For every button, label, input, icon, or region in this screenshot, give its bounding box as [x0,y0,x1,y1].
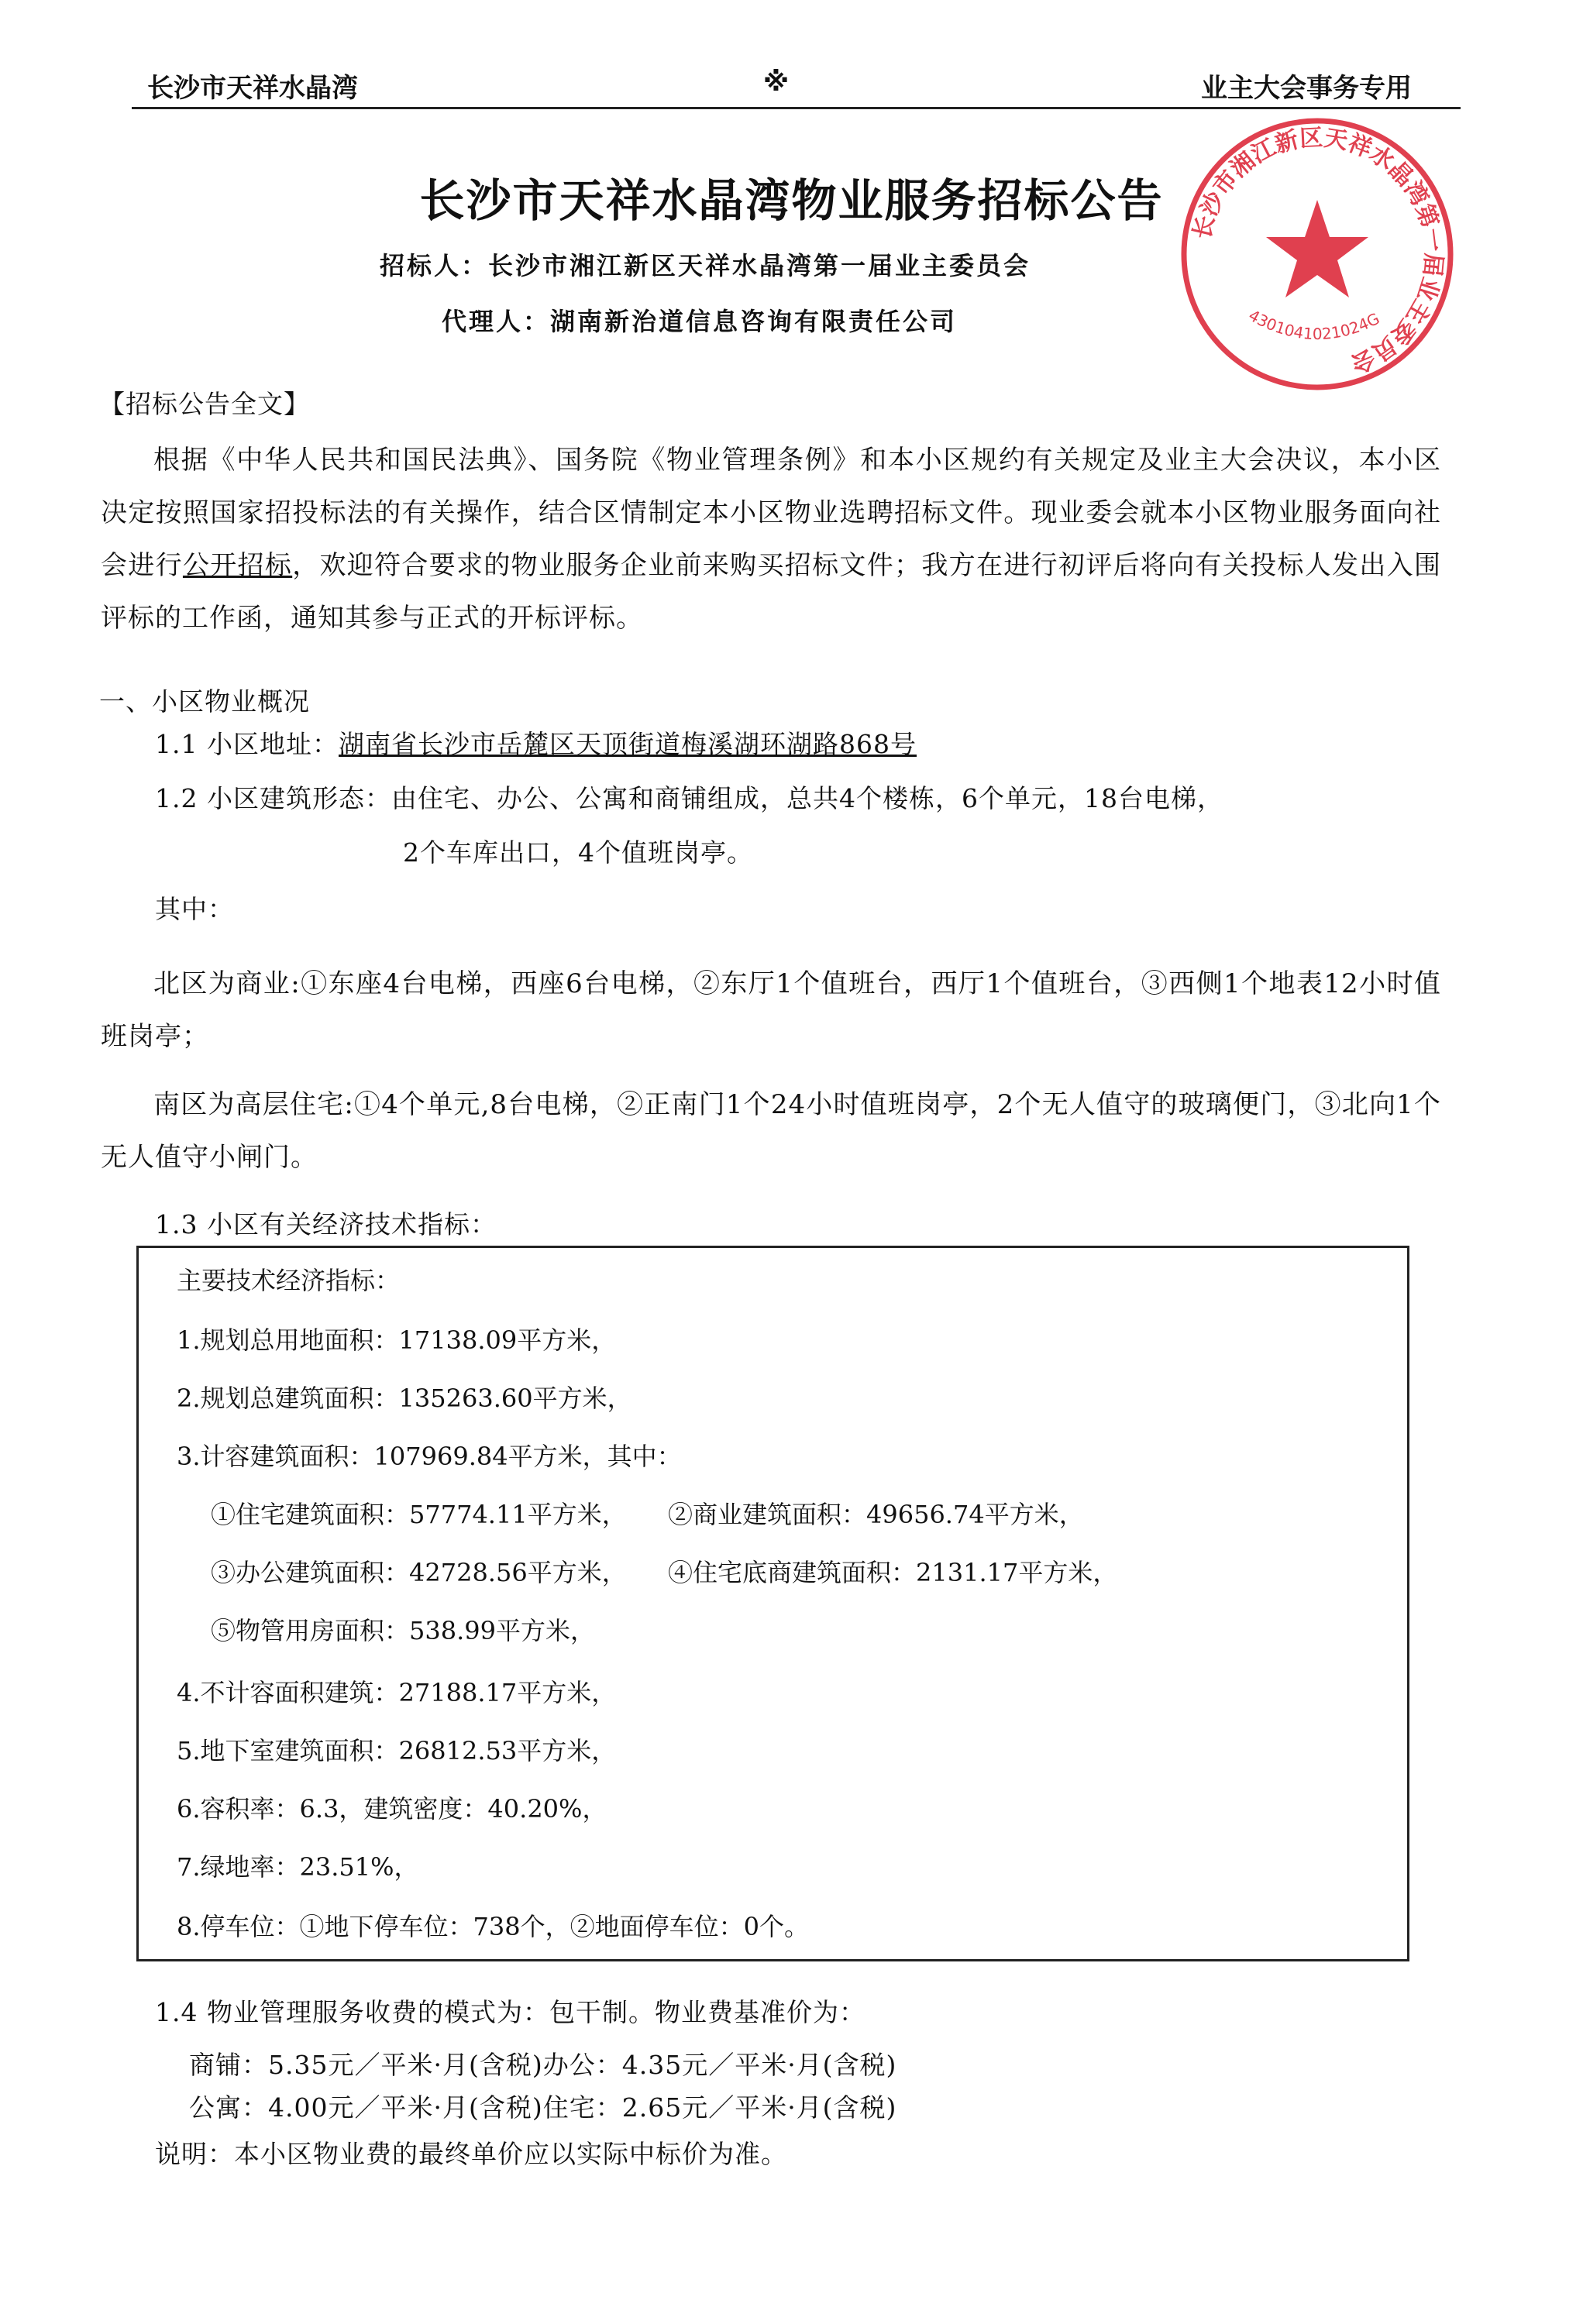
header-left-text: 长沙市天祥水晶湾 [147,73,358,104]
building-line-2: 2个车库出口，4个值班岗亭。 [403,837,753,868]
address-line [155,724,917,761]
fee-line-2: 公寓：4.00元／平米·月(含税)住宅：2.65元／平米·月(含税) [189,2092,897,2123]
header-right-text: 业主大会事务专用 [1201,73,1412,104]
indicator-8: 8.停车位：①地下停车位：738个，②地面停车位：0个。 [177,1912,809,1941]
seal-ring-text: 长沙市湘江新区天祥水晶湾第一届业主委员会 [1189,124,1447,378]
page-title: 长沙市天祥水晶湾物业服务招标公告 [419,174,1164,227]
full-text-heading: 【招标公告全文】 [99,389,310,419]
official-seal-stamp [1178,115,1457,394]
seal-code-text: 4301041021024G [1245,305,1383,344]
indicator-3-sub-4: ④住宅底商建筑面积：2131.17平方米， [668,1558,1118,1587]
box-title: 主要技术经济指标： [177,1266,401,1295]
fee-heading: 1.4 物业管理服务收费的模式为：包干制。物业费基准价为： [155,1997,865,2027]
fee-note: 说明：本小区物业费的最终单价应以实际中标价为准。 [155,2139,787,2169]
fee-line-1: 商铺：5.35元／平米·月(含税)办公：4.35元／平米·月(含税) [189,2050,897,2080]
intro-text-after: ，欢迎符合要求的物业服务企业前来购买招标文件；我方在进行初评后将向有关投标人发出入围评标的工作函，通知其参与正式的开标评标。 [101,550,1441,634]
among-label: 其中： [155,894,234,924]
header-center-mark: ※ [763,67,790,98]
north-zone-paragraph: 北区为商业:①东座4台电梯，西座6台电梯，②东厅1个值班台，西厅1个值班台，③西侧1个地表12小时值班岗亭； [101,968,1441,1052]
address-label: 1.1 小区地址： [155,729,339,759]
address-value: 湖南省长沙市岳麓区天顶街道梅溪湖环湖路868号 [338,729,917,759]
tenderer-line: 招标人：长沙市湘江新区天祥水晶湾第一届业主委员会 [380,251,1031,280]
agent-line: 代理人：湖南新治道信息咨询有限责任公司 [442,307,958,336]
indicator-3-sub-2: ②商业建筑面积：49656.74平方米， [668,1500,1084,1529]
indicator-6: 6.容积率：6.3，建筑密度：40.20%， [177,1794,607,1824]
south-zone-paragraph: 南区为高层住宅:①4个单元,8台电梯，②正南门1个24小时值班岗亭，2个无人值守的玻璃便门，③北向1个无人值守小闸门。 [101,1089,1441,1173]
section1-heading: 一、小区物业概况 [99,686,310,717]
indicators-heading: 1.3 小区有关经济技术指标： [155,1209,497,1239]
indicator-5: 5.地下室建筑面积：26812.53平方米， [177,1736,617,1765]
indicator-3-sub-1: ①住宅建筑面积：57774.11平方米， [211,1500,627,1529]
indicator-4: 4.不计容面积建筑：27188.17平方米， [177,1678,617,1707]
seal-star-icon [1266,200,1368,297]
building-line-1: 1.2 小区建筑形态：由住宅、办公、公寓和商铺组成，总共4个楼栋，6个单元，18台电梯， [155,783,1223,813]
indicator-1: 1.规划总用地面积：17138.09平方米， [177,1325,617,1355]
intro-paragraph [101,434,1441,645]
intro-underlined-text: 公开招标 [182,550,293,581]
indicator-3: 3.计容建筑面积：107969.84平方米，其中： [177,1442,682,1471]
indicator-7: 7.绿地率：23.51%， [177,1852,419,1882]
indicator-3-sub-3: ③办公建筑面积：42728.56平方米， [211,1558,627,1587]
indicator-3-sub-5: ⑤物管用房面积：538.99平方米， [211,1616,595,1645]
header-divider [132,107,1461,109]
intro-text-before: 根据《中华人民共和国民法典》、国务院《物业管理条例》和本小区规约有关规定及业主大会决议，本小区决定按照国家招投标法的有关操作，结合区情制定本小区物业选聘招标文件。现业委会就本小区物业服务面向社会进行 [101,445,1441,581]
indicator-2: 2.规划总建筑面积：135263.60平方米， [177,1384,632,1413]
